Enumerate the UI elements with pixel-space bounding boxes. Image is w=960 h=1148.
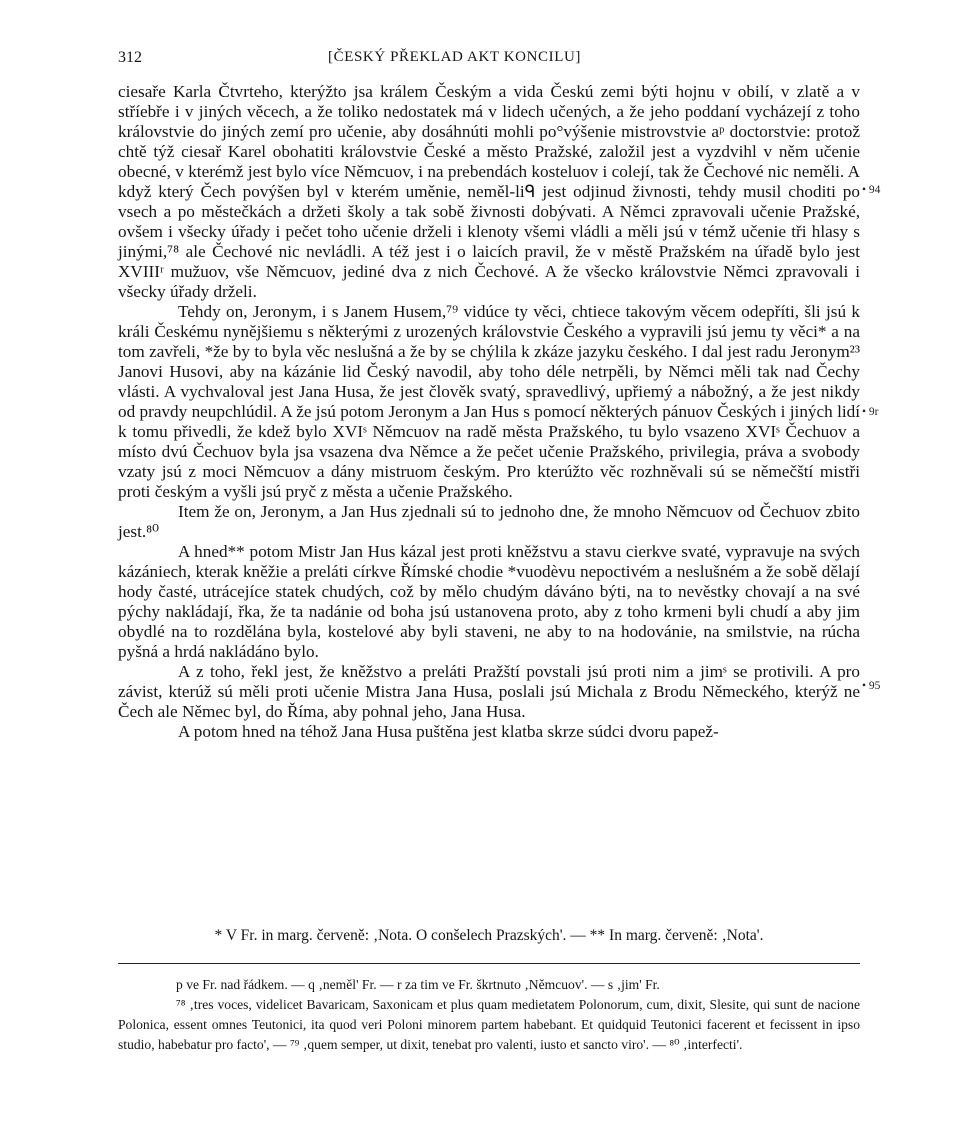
- paragraph-4: A hned** potom Mistr Jan Hus kázal jest proti kněžstvu a stavu cierkve svaté, vypravuje na svých kázániech, kterak kněžie a preláti církve Římské chodie *vuodèvu nepoctivém a neslušném a že sobě dělají hody časté, utrácejíce statek chudých, což by mělo chudým dáváno býti, na to nevěstky chovají a na své pýchy nakládají, řka, že ta nadánie od boha jsú ustanovena proto, aby z toho krmeni byli chudí a aby jim obydlé na to rozdělána byla, kostelové aby byli staveni, ne aby to na hodovánie, na smilstvie, na rúcha pyšná a hrdá nakládáno bylo.: [118, 542, 860, 661]
- margin-folio-marker: • 95: [862, 680, 881, 692]
- footnotes: [118, 975, 860, 1055]
- margin-folio-marker: • 94: [862, 184, 881, 196]
- running-head: [ČESKÝ PŘEKLAD AKT KONCILU]: [328, 49, 582, 65]
- footnote-latin: ⁷⁸ ‚tres voces, videlicet Bavaricam, Saxonicam et plus quam medietatem Polonorum, cum, dixit, Slesite, qui sunt de nacione Polonica, essent omnes Teutonici, ita quod veri Poloni minorem partem habebant. Et quidquid Teutonici facerent et fecissent in ipso studio, habebatur pro facto', — ⁷⁹ ‚quem semper, ut dixit, tenebat pro valenti, iusto et sancto viro'. — ⁸⁰ ‚interfecti'.: [118, 997, 860, 1052]
- page-number: 312: [118, 49, 142, 66]
- paragraph-5: A z toho, řekl jest, že kněžstvo a preláti Pražští povstali jsú proti nim a jimˢ se protivili. A pro závist, kterúž sú měli proti učenie Mistra Jana Husa, poslali jsú Michala z Brodu Německého, kterýž ne Čech ale Němec byl, do Říma, aby pohnal jeho, Jana Husa.: [118, 662, 860, 721]
- margin-folio-marker: • 9r: [862, 406, 879, 418]
- footnote-critical: p ve Fr. nad řádkem. — q ‚neměl' Fr. — r za tim ve Fr. škrtnuto ‚Němcuov'. — s ‚jim' Fr.: [176, 977, 660, 992]
- page-header: [118, 49, 860, 71]
- paragraph-2: Tehdy on, Jeronym, i s Janem Husem,⁷⁹ vidúce ty věci, chtiece takovým věcem odepříti, šli jsú k králi Českému nynějšiemu s některými z urozených královstvie Českého a vypravili jsú jemu ty věci* a na tom zavřeli, *že by to byla věc neslušná a že by se chýlila k zkáze jazyku českého. I dal jest radu Jeronym²³ Janovi Husovi, aby na kázánie lid Český navodil, aby toho déle netrpěli, by Němci měli tak nad Čechy vlásti. A vychvaloval jest Jana Husa, že jest člověk svatý, spravedlivý, upřiemý a nábožný, a že jest nikdy od pravdy neupchlúdil. A že jsú potom Jeronym a Jan Hus s pomocí některých pánuov Českých i jiných lidí k tomu přivedli, že kdež bylo XVIˢ Němcuov na radě města Pražského, tu bylo vsazeno XVIˢ Čechuov a místo dvú Čechuov byla jsa vsazena dva Němce a že pečet učenie Pražského, privilegia, práva a svobody vzaty jsú z moci Němcuov a dány mistruom českým. Pro kterúžto věc rozhněvali sú se němečští mistři proti českým a vyšli jsú pryč z města a učenie Pražského.: [118, 302, 860, 501]
- marginal-note-line: * V Fr. in marg. červeně: ‚Nota. O conšelech Prazských'. — ** In marg. červeně: ‚Nota'.: [214, 927, 764, 944]
- paragraph-3: Item že on, Jeronym, a Jan Hus zjednali sú to jednoho dne, že mnoho Němcuov od Čechuov zbito jest.⁸⁰: [118, 502, 860, 541]
- paragraph-6: A potom hned na téhož Jana Husa puštěna jest klatba skrze súdci dvoru papež-: [178, 722, 719, 741]
- paragraph-1: ciesaře Karla Čtvrteho, kterýžto jsa králem Českým a vida Českú zemi býti hojnu v obilí, v zlatě a v stříebře i v jiných věcech, a že toliko nedostatek má v lidech učených, a že jeho poddaní vycházejí z toho královstvie do jiných zemí pro učenie, aby dosáhnúti mohli po°výšenie mistrovstvie aᵖ doctorstvie: protož chtě týž ciesař Karel obohatiti královstvie České a město Pražské, založil jest a vyzdvihl v něm učenie obecné, v kterémž jest bylo více Němcuov, i na prebendách kosteluov i colejí, tak že Čechové nic neměli. A když který Čech povýšen byl v kterém uměnie, neměl-liᑫ jest odjinud živnosti, tehdy musil choditi po vsech a po městečkách a držeti školy a tak sobě živnosti dobývati. A Němci zpravovali učenie Pražské, ovšem i všecky úřady i pečet toho učenie drželi i klenoty všemi vládli a měli jsú v témž učenie tři hlasy s jinými,⁷⁸ ale Čechové nic nevládli. A též jest i o laicích pravil, že v městě Pražském na úřadě bylo jest XVIIIʳ mužuov, vše Němcuov, jediné dva z nich Čechové. A že všecko královstvie Němci zpravovali i všecky úřady drželi.: [118, 82, 860, 301]
- body-text: [118, 82, 860, 742]
- footnote-divider: [118, 963, 860, 964]
